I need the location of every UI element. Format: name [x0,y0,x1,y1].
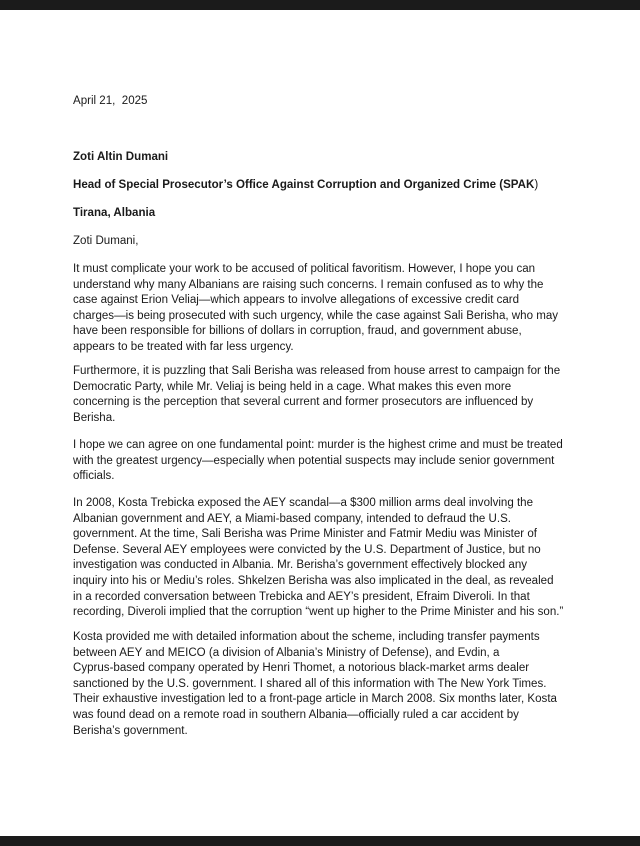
recipient-location: Tirana, Albania [73,207,156,219]
salutation: Zoti Dumani, [73,235,139,247]
text-line: charges—is being prosecuted with such urgency, while the case against Sali Berisha, who may [73,309,559,322]
paragraph-1 [73,262,573,356]
letter-date: April 21, 2025 [73,95,148,107]
text-line: case against Erion Veliaj—which appears to involve allegations of excessive credit card [73,294,520,307]
text-line: Cyprus-based company operated by Henri Thomet, a notorious black-market arms dealer [73,662,530,675]
text-line: officials. [73,470,115,483]
text-line: investigation was conducted in Albania. Mr. Berisha’s government effectively blocked any [73,559,528,572]
paragraph-5 [73,630,573,739]
text-line: recording, Diveroli implied that the corruption “went up higher to the Prime Minister and his son.” [73,606,564,619]
text-line: Their exhaustive investigation led to a front-page article in March 2008. Six months later, Kosta [73,693,557,706]
text-line: have been responsible for billions of dollars in corruption, fraud, and government abuse, [73,325,522,338]
paragraph-4 [73,496,573,621]
text-line: Defense. Several AEY employees were convicted by the U.S. Department of Justice, but no [73,543,541,556]
text-line: appears to be treated with far less urgency. [73,340,294,353]
letter-page [0,10,640,836]
text-line: understand why many Albanians are raising such concerns. I remain confused as to why the [73,278,544,291]
text-line: between AEY and MEICO (a division of Albania’s Ministry of Defense), and Evdin, a [73,646,500,659]
text-line: in a recorded conversation between Trebicka and AEY’s president, Efraim Diveroli. In that [73,590,530,603]
recipient-name: Zoti Altin Dumani [73,151,169,163]
text-line: with the greatest urgency—especially when potential suspects may include senior government [73,454,555,467]
text-line: Berisha’s government. [73,724,188,737]
paragraph-3 [73,438,573,485]
text-line: It must complicate your work to be accused of political favoritism. However, I hope you can [73,263,536,275]
text-line: Kosta provided me with detailed information about the scheme, including transfer payments [73,631,540,643]
recipient-title [73,178,538,194]
text-line: sanctioned by the U.S. government. I shared all of this information with The New York Times. [73,677,547,690]
text-line: Berisha. [73,411,116,424]
text-line: inquiry into his or Mediu’s roles. Shkelzen Berisha was also implicated in the deal, as revealed [73,574,554,587]
text-line: Furthermore, it is puzzling that Sali Berisha was released from house arrest to campaign for the [73,365,561,377]
recipient-title-close: ) [534,179,539,191]
paragraph-2 [73,364,573,426]
text-line: government. At the time, Sali Berisha was Prime Minister and Fatmir Mediu was Minister of [73,528,537,541]
text-line: In 2008, Kosta Trebicka exposed the AEY scandal—a $300 million arms deal involving the [73,497,534,509]
text-line: was found dead on a remote road in southern Albania—officially ruled a car accident by [73,708,519,721]
recipient-title-text: Head of Special Prosecutor’s Office Against Corruption and Organized Crime (SPAK [73,179,535,191]
text-line: I hope we can agree on one fundamental point: murder is the highest crime and must be treated [73,439,563,451]
text-line: Democratic Party, while Mr. Veliaj is being held in a cage. What makes this even more [73,380,512,393]
text-line: Albanian government and AEY, a Miami-based company, intended to defraud the U.S. [73,512,511,525]
text-line: concerning is the perception that several current and former prosecutors are influenced by [73,396,534,409]
